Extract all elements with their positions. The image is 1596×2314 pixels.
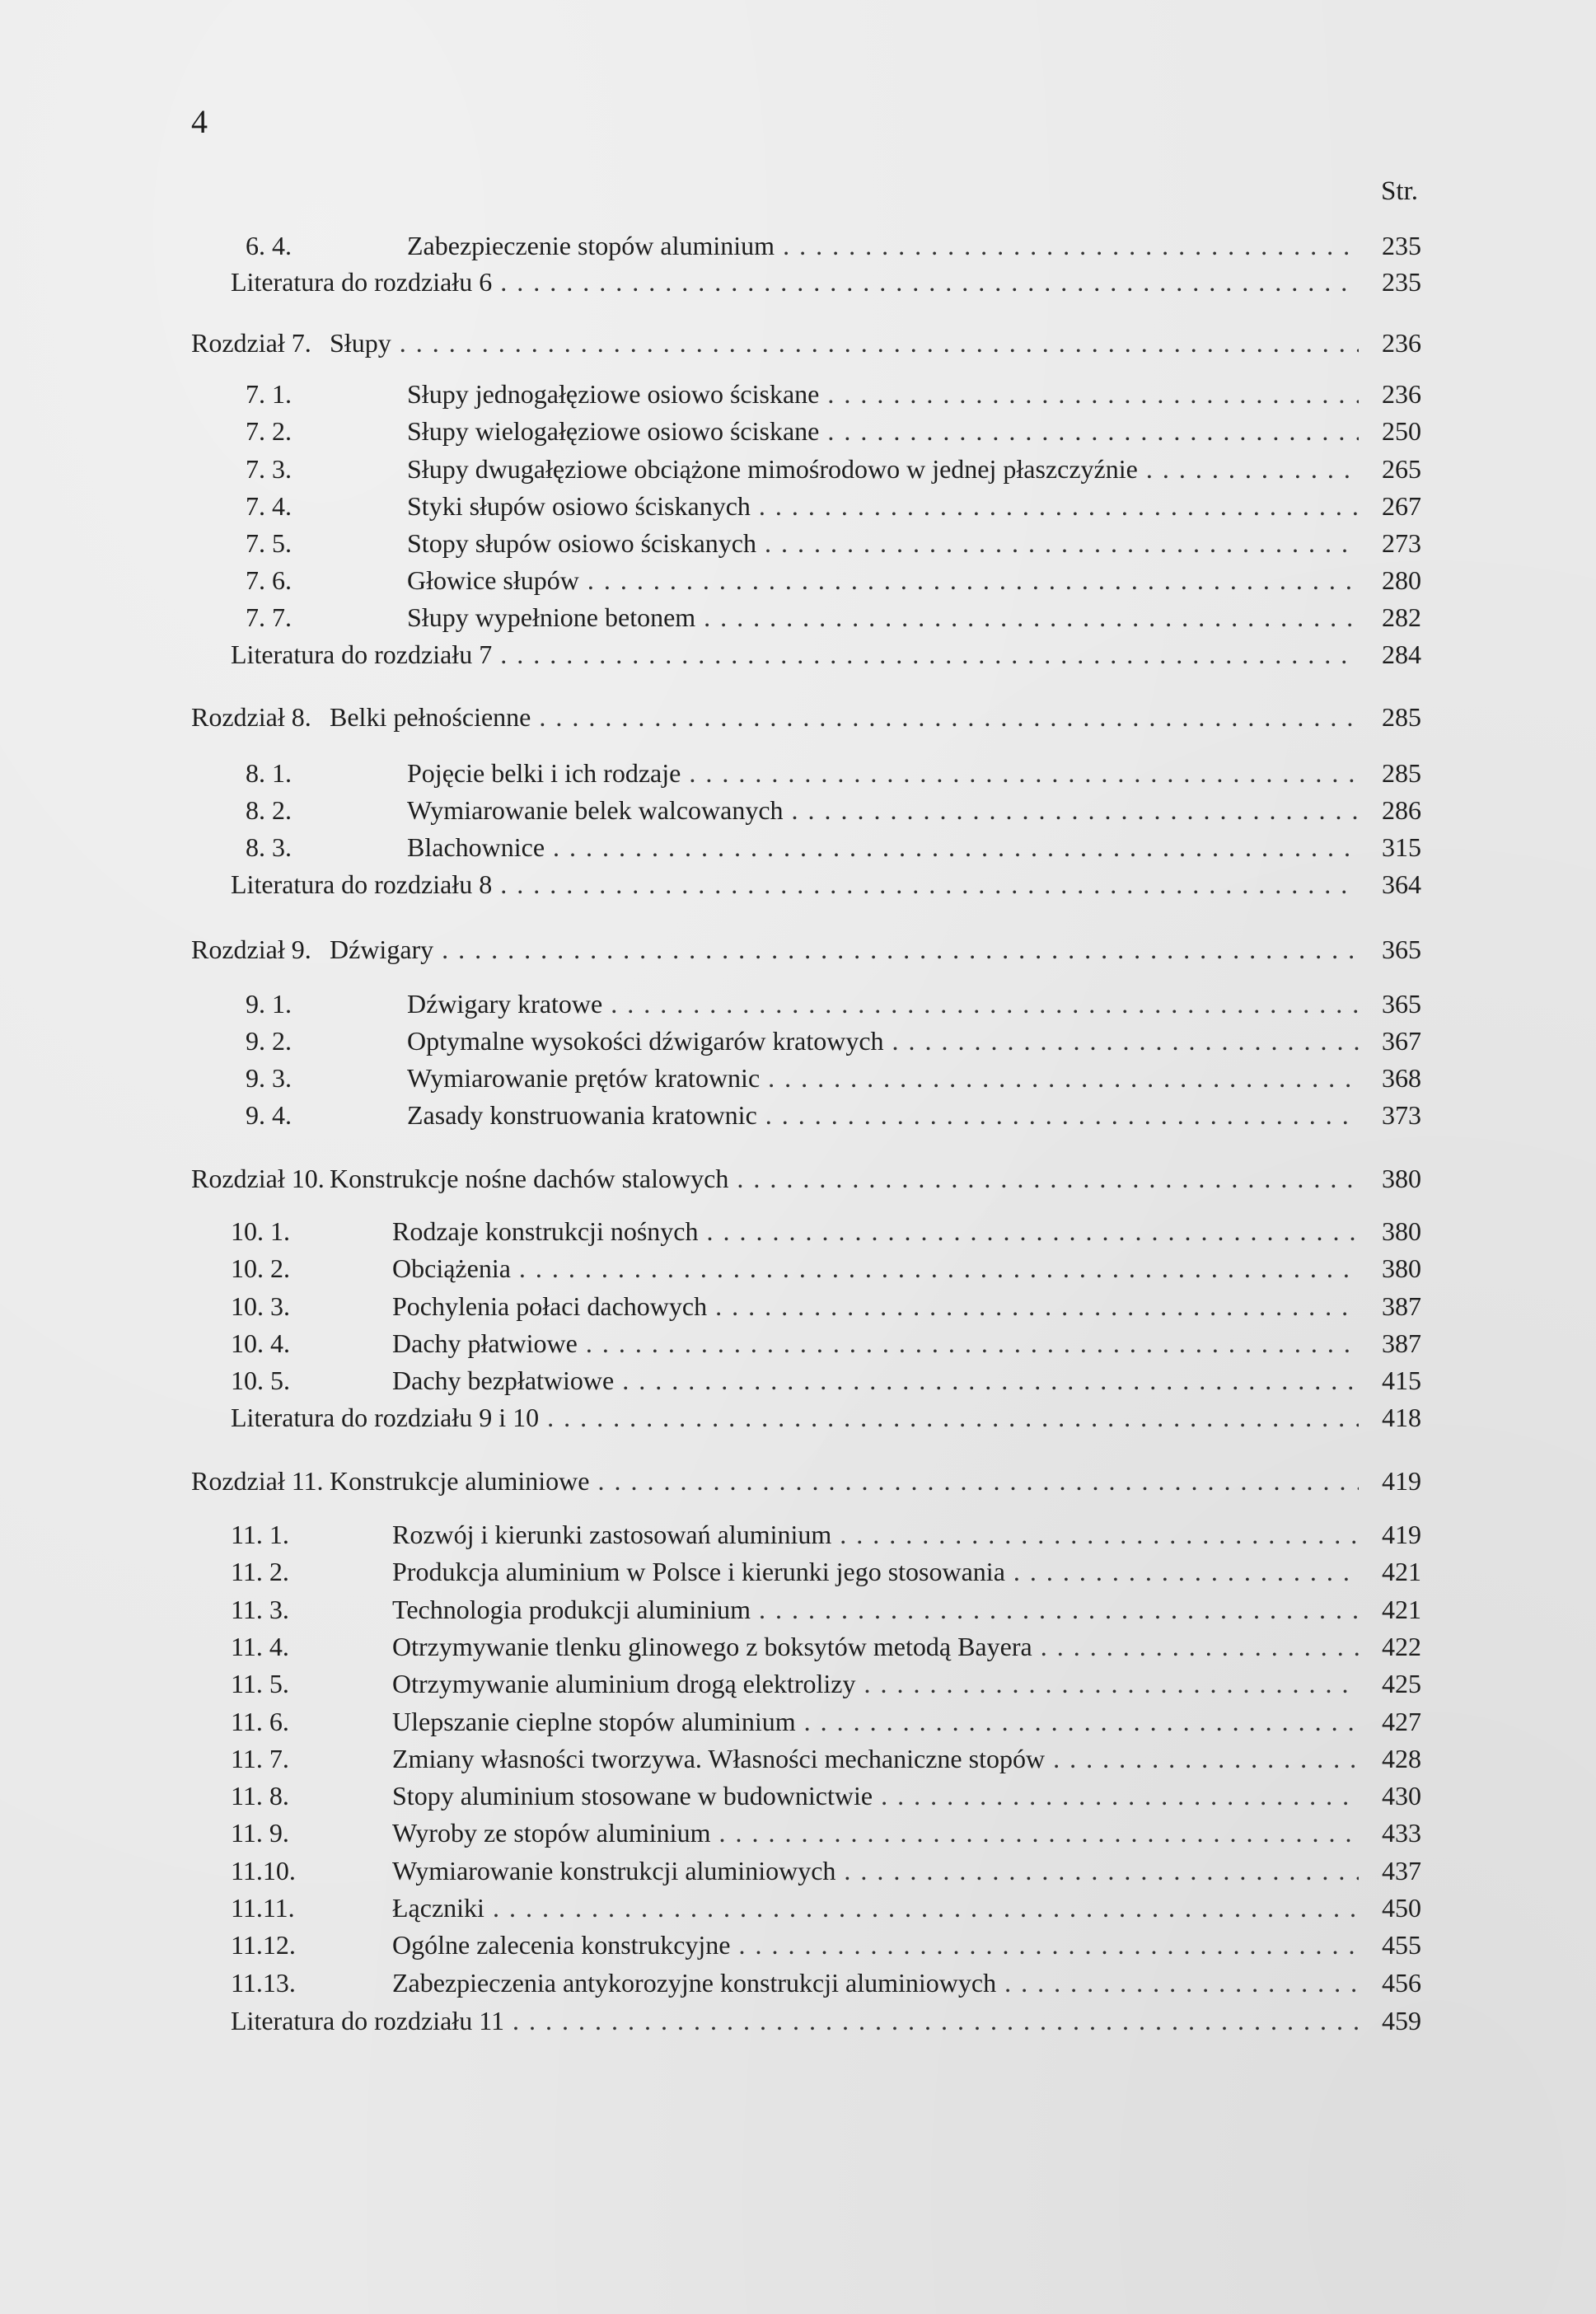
toc-entry-number: 7. 7.	[246, 602, 292, 632]
toc-entry-page: 235	[1382, 267, 1421, 297]
toc-entry-number: Rozdział 7.	[191, 328, 311, 358]
dot-leader	[539, 699, 1359, 735]
toc-section-row	[191, 525, 1421, 561]
toc-entry-number: 11. 4.	[231, 1632, 289, 1661]
dot-leader	[689, 755, 1359, 791]
toc-entry-title: Zabezpieczenia antykorozyjne konstrukcji aluminiowych	[392, 1968, 997, 1998]
toc-entry-page: 380	[1382, 1216, 1421, 1246]
toc-entry-title: Blachownice	[407, 832, 545, 862]
toc-entry-number: 11. 8.	[231, 1781, 289, 1810]
toc-entry-title: Dźwigary	[330, 934, 434, 964]
toc-entry-page: 236	[1382, 379, 1421, 409]
toc-section-row	[191, 1890, 1421, 1926]
toc-entry-number: 11. 1.	[231, 1520, 289, 1549]
toc-entry-number: 10. 1.	[231, 1216, 290, 1246]
toc-entry-page: 455	[1382, 1930, 1421, 1960]
toc-entry-page: 286	[1382, 795, 1421, 825]
toc-literature-row	[191, 2002, 1421, 2039]
toc-entry-page: 387	[1382, 1328, 1421, 1358]
toc-entry-number: 8. 3.	[246, 832, 292, 862]
toc-entry-title: Pojęcie belki i ich rodzaje	[407, 758, 681, 788]
dot-leader	[622, 1362, 1359, 1398]
toc-entry-page: 265	[1382, 454, 1421, 484]
toc-chapter-row	[191, 325, 1421, 361]
toc-entry-page: 365	[1382, 934, 1421, 964]
toc-section-row	[191, 792, 1421, 828]
toc-entry-number: 8. 2.	[246, 795, 292, 825]
dot-leader	[844, 1853, 1359, 1889]
toc-section-row	[191, 562, 1421, 598]
toc-entry-number: 8. 1.	[246, 758, 292, 788]
dot-leader	[442, 931, 1359, 967]
toc-section-row	[191, 755, 1421, 791]
toc-entry-title: Konstrukcje nośne dachów stalowych	[330, 1164, 729, 1193]
toc-entry-title: Otrzymywanie tlenku glinowego z boksytów metodą Bayera	[392, 1632, 1032, 1661]
toc-section-row	[191, 986, 1421, 1022]
dot-leader	[892, 1023, 1359, 1059]
toc-entry-number: Rozdział 8.	[191, 702, 311, 732]
toc-entry-number: Rozdział 10.	[191, 1164, 325, 1193]
toc-literature-row	[191, 866, 1421, 902]
dot-leader	[792, 792, 1359, 828]
toc-entry-title: Zmiany własności tworzywa. Własności mechaniczne stopów	[392, 1744, 1046, 1773]
toc-entry-number: 11. 5.	[231, 1669, 289, 1698]
toc-section-row	[191, 1250, 1421, 1286]
toc-section-row	[191, 1965, 1421, 2001]
toc-section-row	[191, 1703, 1421, 1740]
toc-entry-page: 428	[1382, 1744, 1421, 1773]
toc-entry-title: Głowice słupów	[407, 565, 579, 595]
dot-leader	[493, 1890, 1359, 1926]
dot-leader	[500, 636, 1359, 672]
dot-leader	[759, 1591, 1359, 1628]
toc-entry-page: 456	[1382, 1968, 1421, 1998]
toc-section-row	[191, 1288, 1421, 1324]
toc-entry-number: 11. 7.	[231, 1744, 289, 1773]
toc-entry-page: 415	[1382, 1365, 1421, 1395]
toc-entry-title: Stopy słupów osiowo ściskanych	[407, 528, 756, 558]
toc-entry-page: 437	[1382, 1856, 1421, 1885]
toc-entry-number: 9. 1.	[246, 989, 292, 1019]
toc-section-row	[191, 1553, 1421, 1590]
toc-entry-number: 7. 6.	[246, 565, 292, 595]
toc-entry-title: Dźwigary kratowe	[407, 989, 603, 1019]
toc-entry-title: Obciążenia	[392, 1253, 511, 1283]
toc-chapter-row	[191, 931, 1421, 967]
dot-leader	[783, 227, 1359, 264]
dot-leader	[611, 986, 1359, 1022]
toc-entry-title: Literatura do rozdziału 9 i 10	[231, 1403, 540, 1432]
toc-section-row	[191, 1591, 1421, 1628]
toc-entry-page: 373	[1382, 1100, 1421, 1130]
dot-leader	[706, 1213, 1359, 1249]
toc-entry-number: Rozdział 9.	[191, 934, 311, 964]
toc-entry-title: Belki pełnościenne	[330, 702, 531, 732]
toc-entry-title: Słupy wielogałęziowe osiowo ściskane	[407, 416, 820, 446]
toc-entry-page: 419	[1382, 1520, 1421, 1549]
toc-entry-title: Słupy dwugałęziowe obciążone mimośrodowo w jednej płaszczyźnie	[407, 454, 1138, 484]
toc-entry-title: Słupy jednogałęziowe osiowo ściskane	[407, 379, 820, 409]
toc-entry-number: 11.13.	[231, 1968, 296, 1998]
toc-entry-page: 285	[1382, 758, 1421, 788]
toc-entry-number: 7. 2.	[246, 416, 292, 446]
dot-leader	[400, 325, 1359, 361]
toc-literature-row	[191, 636, 1421, 672]
toc-entry-page: 250	[1382, 416, 1421, 446]
toc-entry-number: 9. 3.	[246, 1063, 292, 1093]
dot-leader	[547, 1399, 1359, 1436]
toc-entry-number: 11.10.	[231, 1856, 296, 1885]
dot-leader	[768, 1060, 1359, 1096]
toc-entry-number: 9. 4.	[246, 1100, 292, 1130]
toc-entry-page: 427	[1382, 1707, 1421, 1736]
toc-entry-number: 11.11.	[231, 1893, 295, 1923]
toc-section-row	[191, 1516, 1421, 1553]
toc-entry-number: Rozdział 11.	[191, 1466, 324, 1496]
toc-entry-number: 10. 3.	[231, 1291, 290, 1321]
dot-leader	[553, 829, 1359, 865]
toc-entry-page: 421	[1382, 1557, 1421, 1586]
toc-section-row	[191, 1097, 1421, 1133]
toc-entry-page: 380	[1382, 1164, 1421, 1193]
toc-entry-title: Dachy bezpłatwiowe	[392, 1365, 615, 1395]
toc-entry-number: 10. 5.	[231, 1365, 290, 1395]
toc-entry-title: Wymiarowanie belek walcowanych	[407, 795, 784, 825]
toc-entry-title: Rodzaje konstrukcji nośnych	[392, 1216, 699, 1246]
toc-entry-title: Wymiarowanie konstrukcji aluminiowych	[392, 1856, 836, 1885]
toc-entry-page: 365	[1382, 989, 1421, 1019]
toc-entry-page: 367	[1382, 1026, 1421, 1056]
dot-leader	[737, 1160, 1359, 1197]
toc-entry-title: Optymalne wysokości dźwigarów kratowych	[407, 1026, 884, 1056]
toc-entry-page: 284	[1382, 639, 1421, 669]
dot-leader	[827, 413, 1359, 449]
toc-entry-page: 273	[1382, 528, 1421, 558]
dot-leader	[1013, 1553, 1359, 1590]
dot-leader	[500, 866, 1359, 902]
toc-entry-title: Literatura do rozdziału 8	[231, 869, 493, 899]
dot-leader	[1146, 451, 1359, 487]
toc-entry-page: 421	[1382, 1595, 1421, 1624]
toc-entry-number: 11. 3.	[231, 1595, 289, 1624]
toc-chapter-row	[191, 1160, 1421, 1197]
toc-entry-page: 285	[1382, 702, 1421, 732]
dot-leader	[715, 1288, 1359, 1324]
toc-literature-row	[191, 1399, 1421, 1436]
toc-entry-page: 267	[1382, 491, 1421, 521]
dot-leader	[1004, 1965, 1359, 2001]
toc-entry-title: Literatura do rozdziału 7	[231, 639, 493, 669]
toc-entry-number: 10. 4.	[231, 1328, 290, 1358]
toc-chapter-row	[191, 699, 1421, 735]
toc-section-row	[191, 1815, 1421, 1851]
toc-entry-number: 9. 2.	[246, 1026, 292, 1056]
toc-entry-title: Pochylenia połaci dachowych	[392, 1291, 708, 1321]
toc-entry-page: 315	[1382, 832, 1421, 862]
toc-entry-page: 282	[1382, 602, 1421, 632]
dot-leader	[840, 1516, 1359, 1553]
toc-entry-title: Zabezpieczenie stopów aluminium	[407, 231, 775, 260]
toc-entry-number: 11. 6.	[231, 1707, 289, 1736]
toc-entry-title: Konstrukcje aluminiowe	[330, 1466, 590, 1496]
toc-entry-title: Styki słupów osiowo ściskanych	[407, 491, 751, 521]
toc-section-row	[191, 488, 1421, 524]
dot-leader	[704, 599, 1359, 635]
toc-section-row	[191, 1927, 1421, 1963]
page-column-header: Str.	[1381, 176, 1418, 206]
toc-entry-title: Otrzymywanie aluminium drogą elektrolizy	[392, 1669, 856, 1698]
toc-entry-page: 418	[1382, 1403, 1421, 1432]
dot-leader	[718, 1815, 1359, 1851]
toc-entry-title: Łączniki	[392, 1893, 484, 1923]
toc-section-row	[191, 829, 1421, 865]
dot-leader	[500, 264, 1359, 300]
toc-entry-title: Literatura do rozdziału 11	[231, 2006, 504, 2035]
toc-entry-number: 10. 2.	[231, 1253, 290, 1283]
dot-leader	[827, 376, 1359, 412]
toc-section-row	[191, 599, 1421, 635]
toc-entry-page: 422	[1382, 1632, 1421, 1661]
toc-entry-title: Stopy aluminium stosowane w budownictwie	[392, 1781, 873, 1810]
toc-entry-number: 7. 1.	[246, 379, 292, 409]
toc-section-row	[191, 1325, 1421, 1361]
toc-entry-title: Literatura do rozdziału 6	[231, 267, 493, 297]
dot-leader	[759, 488, 1359, 524]
dot-leader	[587, 562, 1359, 598]
page-number: 4	[191, 103, 208, 140]
dot-leader	[864, 1665, 1360, 1702]
toc-entry-title: Słupy	[330, 328, 391, 358]
dot-leader	[739, 1927, 1360, 1963]
toc-section-row	[191, 227, 1421, 264]
toc-entry-number: 11. 2.	[231, 1557, 289, 1586]
dot-leader	[597, 1463, 1359, 1499]
dot-leader	[512, 2002, 1359, 2039]
toc-section-row	[191, 1023, 1421, 1059]
toc-entry-title: Rozwój i kierunki zastosowań aluminium	[392, 1520, 832, 1549]
toc-entry-title: Technologia produkcji aluminium	[392, 1595, 751, 1624]
toc-entry-page: 450	[1382, 1893, 1421, 1923]
toc-entry-number: 11.12.	[231, 1930, 296, 1960]
toc-entry-number: 11. 9.	[231, 1818, 289, 1848]
toc-section-row	[191, 1778, 1421, 1814]
toc-section-row	[191, 1213, 1421, 1249]
toc-entry-page: 419	[1382, 1466, 1421, 1496]
toc-entry-page: 387	[1382, 1291, 1421, 1321]
toc-entry-number: 7. 5.	[246, 528, 292, 558]
toc-entry-number: 7. 4.	[246, 491, 292, 521]
toc-entry-title: Wymiarowanie prętów kratownic	[407, 1063, 761, 1093]
dot-leader	[519, 1250, 1359, 1286]
toc-entry-page: 430	[1382, 1781, 1421, 1810]
toc-entry-title: Ogólne zalecenia konstrukcyjne	[392, 1930, 731, 1960]
dot-leader	[765, 525, 1359, 561]
toc-entry-page: 280	[1382, 565, 1421, 595]
toc-entry-page: 236	[1382, 328, 1421, 358]
toc-entry-title: Dachy płatwiowe	[392, 1328, 578, 1358]
dot-leader	[804, 1703, 1359, 1740]
toc-section-row	[191, 451, 1421, 487]
dot-leader	[1041, 1628, 1359, 1665]
toc-entry-page: 380	[1382, 1253, 1421, 1283]
toc-literature-row	[191, 264, 1421, 300]
toc-section-row	[191, 1665, 1421, 1702]
toc-section-row	[191, 413, 1421, 449]
dot-leader	[586, 1325, 1359, 1361]
toc-entry-title: Wyroby ze stopów aluminium	[392, 1818, 711, 1848]
toc-entry-number: 7. 3.	[246, 454, 292, 484]
toc-entry-title: Słupy wypełnione betonem	[407, 602, 696, 632]
toc-entry-number: 6. 4.	[246, 231, 292, 260]
toc-section-row	[191, 1060, 1421, 1096]
toc-section-row	[191, 1853, 1421, 1889]
toc-entry-title: Zasady konstruowania kratownic	[407, 1100, 757, 1130]
dot-leader	[765, 1097, 1359, 1133]
toc-entry-page: 235	[1382, 231, 1421, 260]
toc-entry-page: 364	[1382, 869, 1421, 899]
toc-entry-title: Produkcja aluminium w Polsce i kierunki jego stosowania	[392, 1557, 1005, 1586]
dot-leader	[881, 1778, 1359, 1814]
toc-section-row	[191, 376, 1421, 412]
toc-entry-page: 433	[1382, 1818, 1421, 1848]
toc-entry-page: 459	[1382, 2006, 1421, 2035]
toc-chapter-row	[191, 1463, 1421, 1499]
toc-entry-title: Ulepszanie cieplne stopów aluminium	[392, 1707, 796, 1736]
toc-entry-page: 368	[1382, 1063, 1421, 1093]
dot-leader	[1053, 1740, 1359, 1777]
toc-entry-page: 425	[1382, 1669, 1421, 1698]
toc-section-row	[191, 1628, 1421, 1665]
toc-section-row	[191, 1740, 1421, 1777]
toc-section-row	[191, 1362, 1421, 1398]
